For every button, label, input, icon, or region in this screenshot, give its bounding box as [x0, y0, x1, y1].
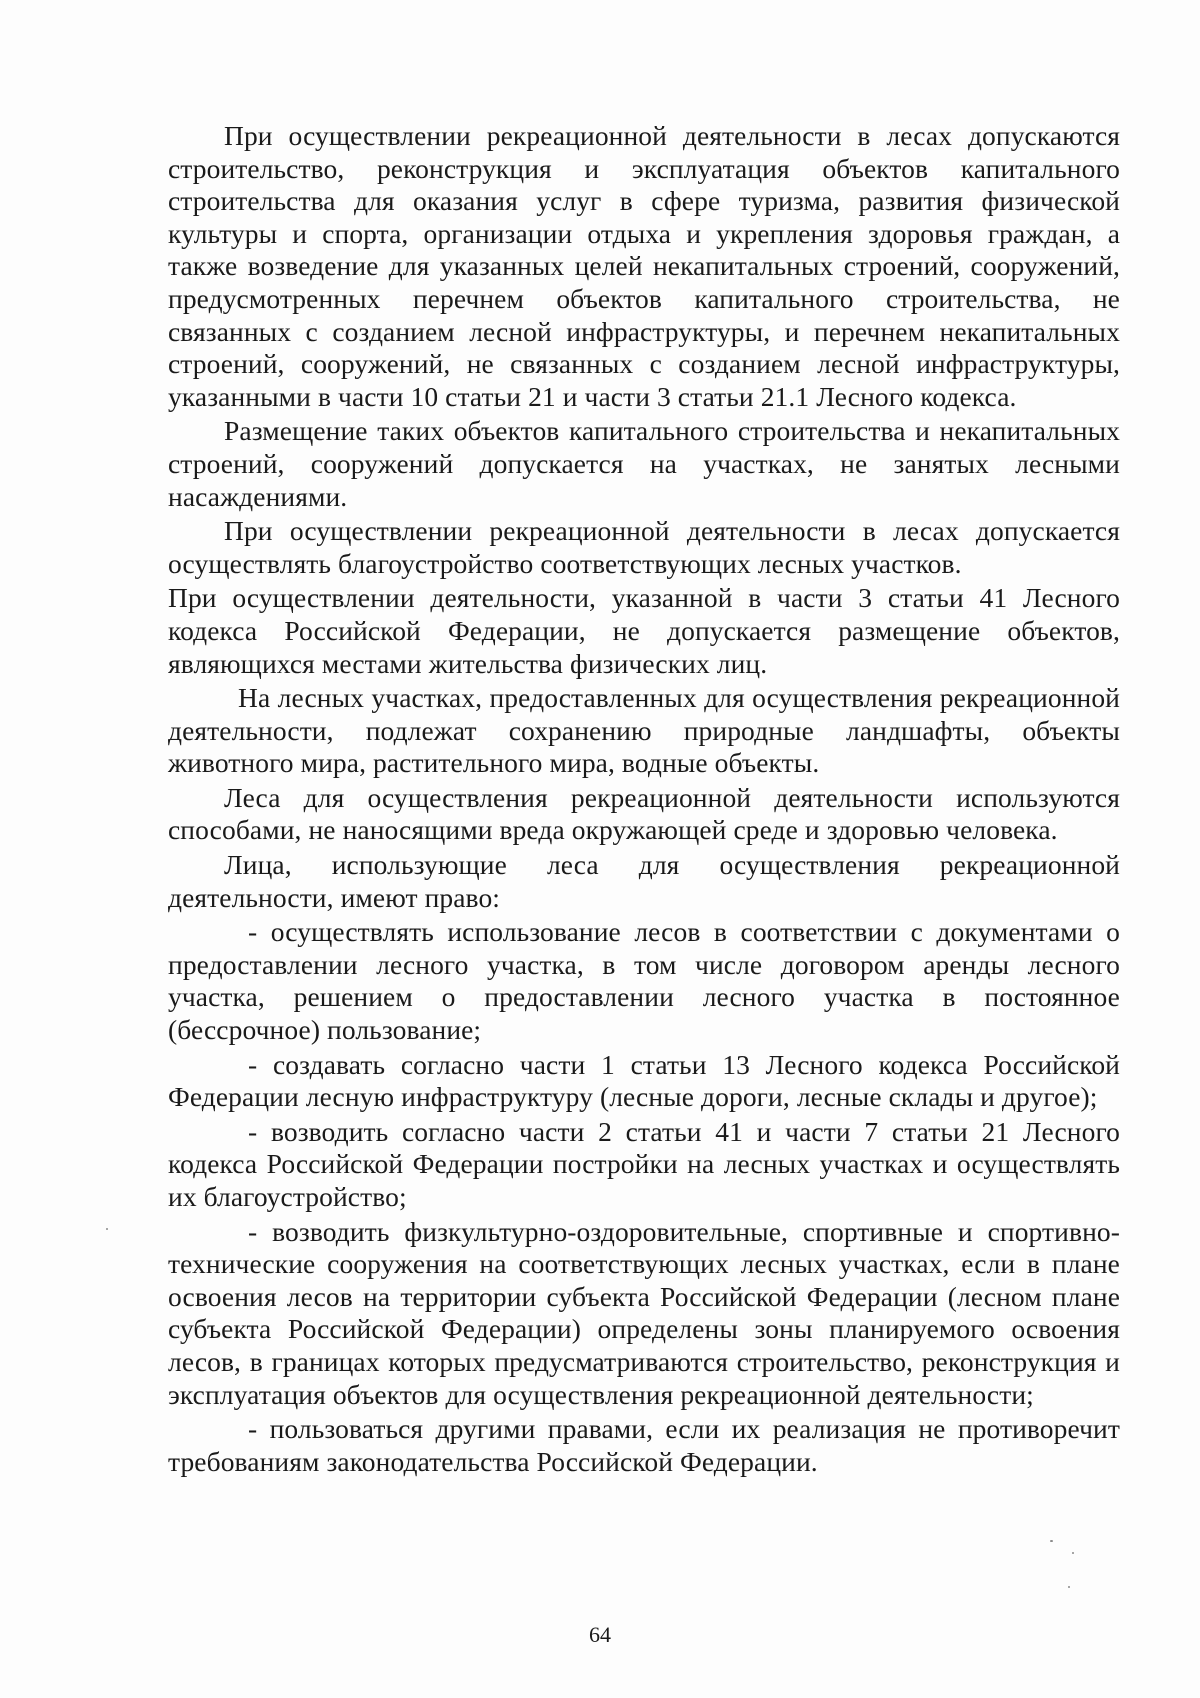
document-body — [168, 120, 1120, 1480]
paragraph-recreational-construction: При осуществлении рекреационной деятельности в лесах допускаются строительство, реконструкция и эксплуатация объектов капитального строительства для оказания услуг в сфере туризма, развития физической культуры и спорта, организации отдыха и укрепления здоровья граждан, а также возведение для указанных целей некапитальных строений, сооружений, предусмотренных перечнем объектов капитального строительства, не связанных с созданием лесной инфраструктуры, и перечнем некапитальных строений, сооружений, не связанных с созданием лесной инфраструктуры, указанными в части 10 статьи 21 и части 3 статьи 21.1 Лесного кодекса. — [168, 120, 1120, 412]
list-item-right-sports-facilities: - возводить физкультурно-оздоровительные, спортивные и спортивно-технические сооружения на соответствующих лесных участках, если в плане освоения лесов на территории субъекта Российской Федерации (лесном плане субъекта Российской Федерации) определены зоны планируемого освоения лесов, в границах которых предусматриваются строительство, реконструкция и эксплуатация объектов для осуществления рекреационной деятельности; — [168, 1215, 1120, 1410]
list-item-right-use: - осуществлять использование лесов в соответствии с документами о предоставлении лесного участка, в том числе договором аренды лесного участка, решением о предоставлении лесного участка в постоянное (бессрочное) пользование; — [168, 916, 1120, 1046]
paragraph-harmless-methods: Леса для осуществления рекреационной деятельности используются способами, не наносящими вреда окружающей среде и здоровью человека. — [168, 781, 1120, 846]
scan-speck — [1072, 1552, 1074, 1554]
scan-speck — [106, 1228, 108, 1230]
scan-speck — [1050, 1540, 1053, 1542]
scan-speck — [1068, 1586, 1070, 1588]
page-number: 64 — [589, 1622, 611, 1647]
paragraph-rights-intro: Лица, использующие леса для осуществления рекреационной деятельности, имеют право: — [168, 849, 1120, 913]
list-item-right-other: - пользоваться другими правами, если их реализация не противоречит требованиям законодательства Российской Федерации. — [168, 1413, 1120, 1477]
paragraph-landscaping: При осуществлении рекреационной деятельности в лесах допускается осуществлять благоустройство соответствующих лесных участков. — [168, 515, 1120, 579]
paragraph-preservation: На лесных участках, предоставленных для осуществления рекреационной деятельности, подлежат сохранению природные ландшафты, объекты животного мира, растительного мира, водные объекты. — [168, 682, 1120, 779]
list-item-right-infrastructure: - создавать согласно части 1 статьи 13 Лесного кодекса Российской Федерации лесную инфраструктуру (лесные дороги, лесные склады и другое); — [168, 1048, 1120, 1113]
paragraph-placement: Размещение таких объектов капитального строительства и некапитальных строений, сооружений допускается на участках, не занятых лесными насаждениями. — [168, 415, 1120, 512]
list-item-right-buildings: - возводить согласно части 2 статьи 41 и части 7 статьи 21 Лесного кодекса Российской Федерации постройки на лесных участках и осуществлять их благоустройство; — [168, 1115, 1120, 1212]
paragraph-residence-restriction: При осуществлении деятельности, указанной в части 3 статьи 41 Лесного кодекса Российской Федерации, не допускается размещение объектов, являющихся местами жительства физических лиц. — [168, 582, 1120, 679]
